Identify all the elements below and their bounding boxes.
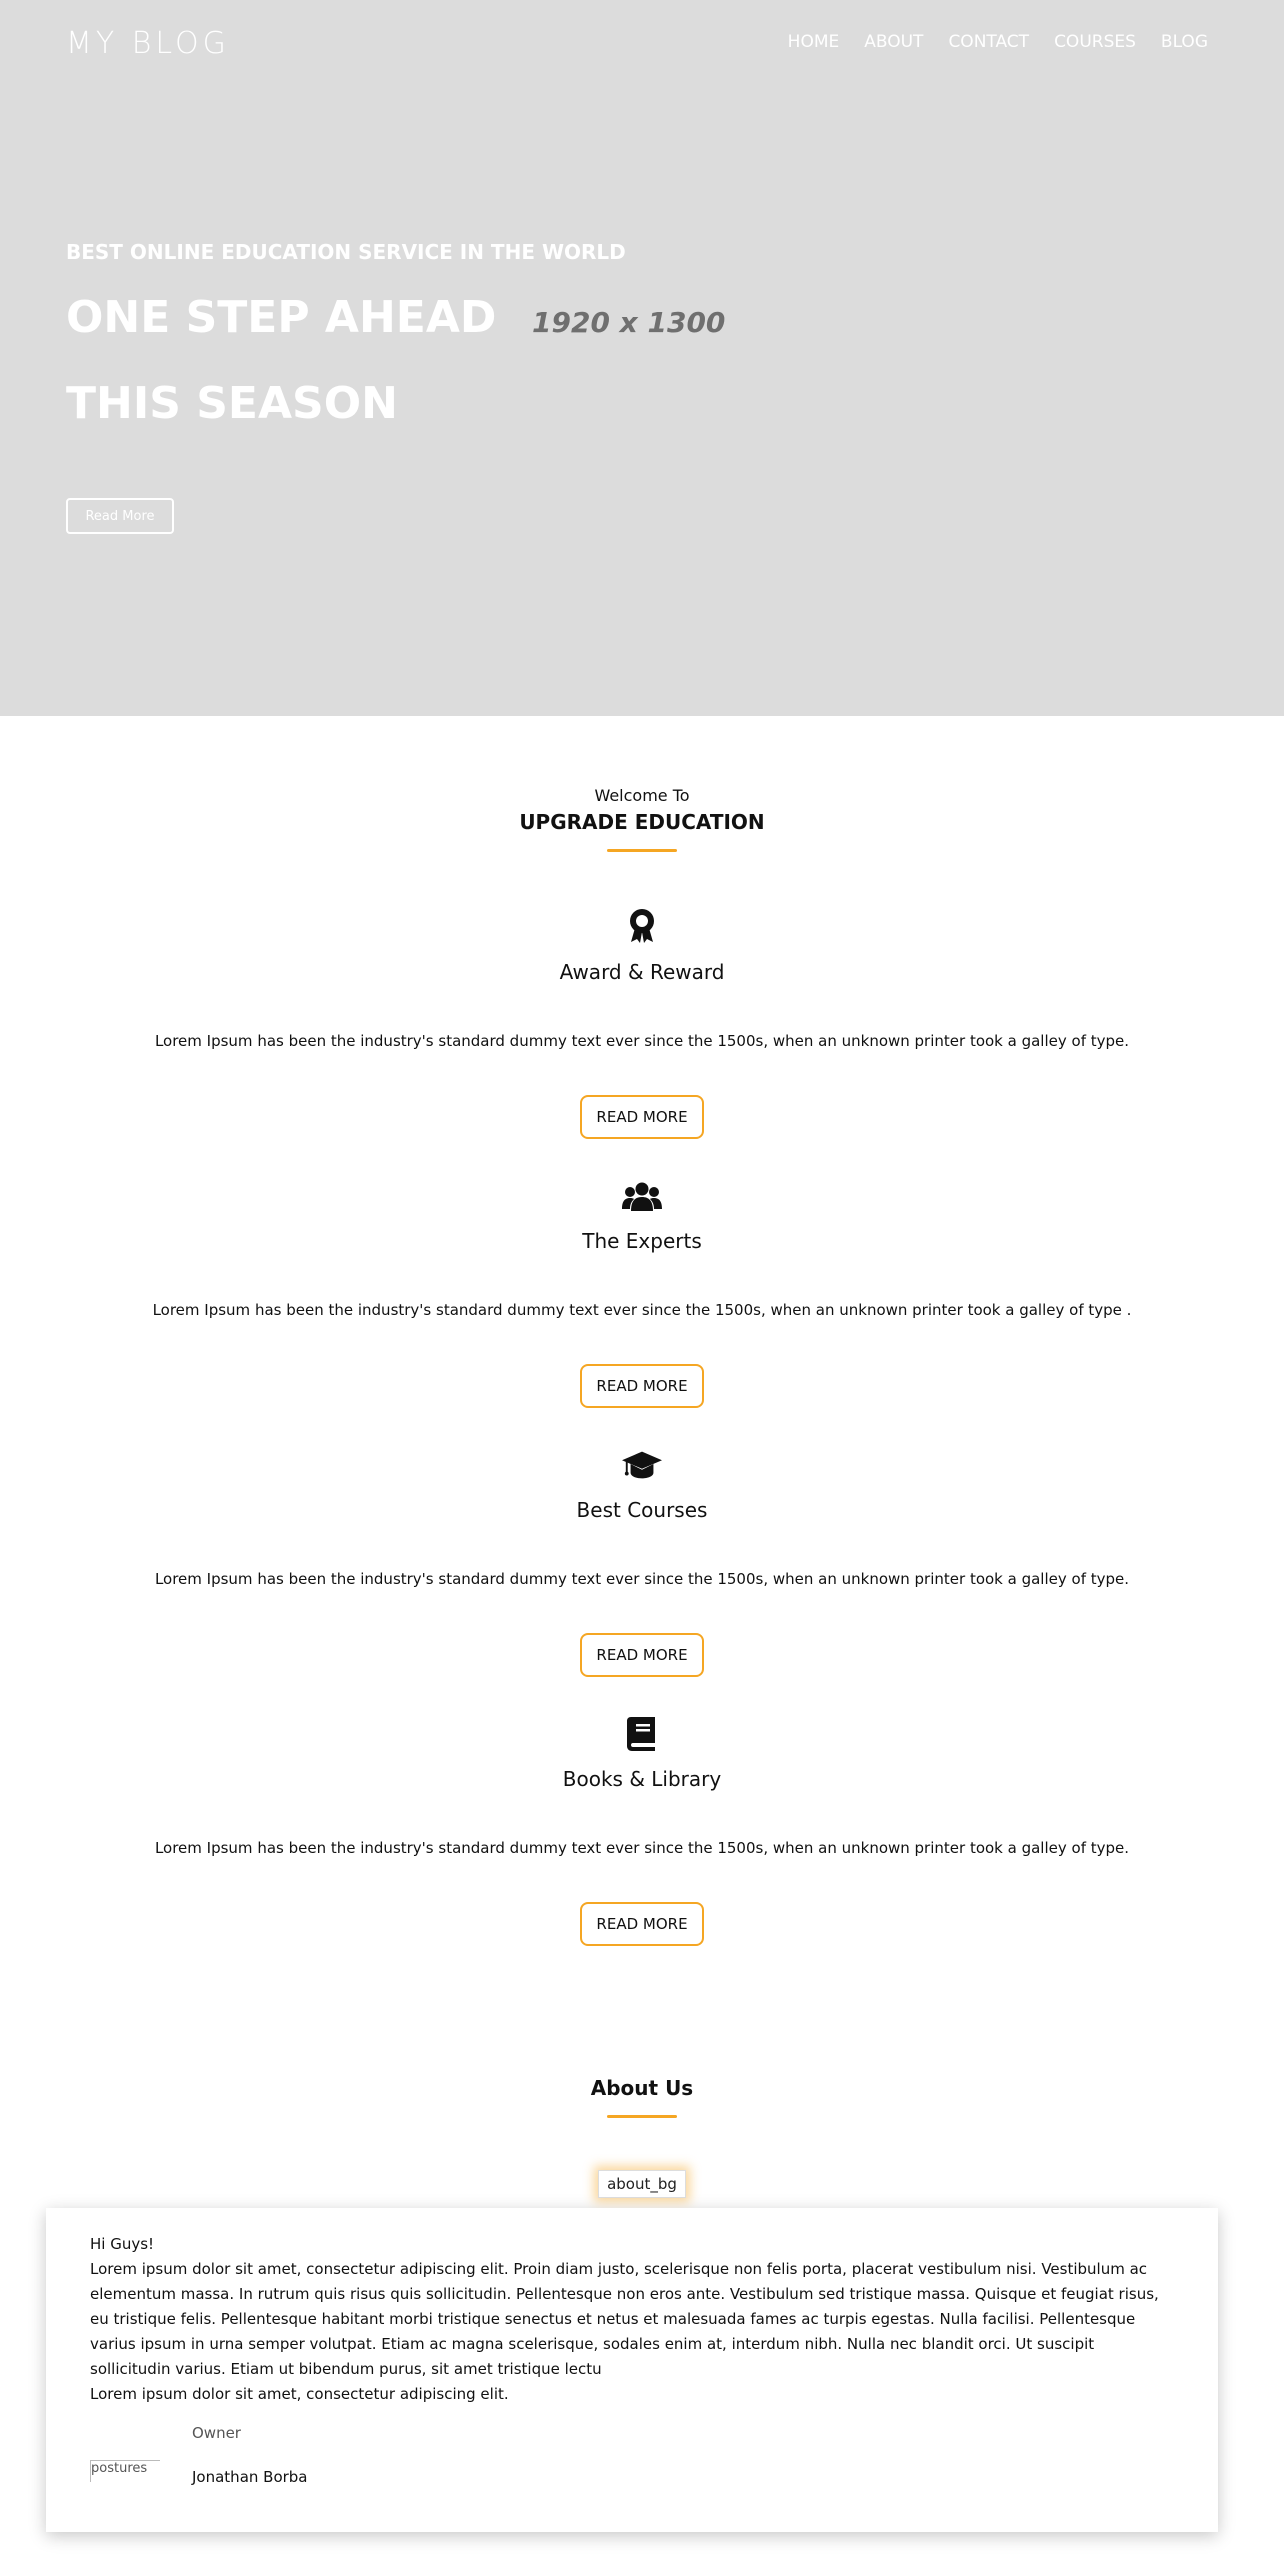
about-image: about_bg	[598, 2170, 686, 2198]
testimonial-text	[90, 2232, 1176, 2407]
hero-title-line1: ONE STEP AHEAD	[66, 292, 497, 343]
testimonial-card	[46, 2208, 1218, 2532]
testimonial-greeting: Hi Guys!	[90, 2235, 155, 2253]
read-more-button-experts[interactable]: READ MORE	[580, 1364, 704, 1408]
owner-avatar: postures	[90, 2460, 160, 2482]
book-icon	[622, 1714, 662, 1754]
nav-blog[interactable]: BLOG	[1160, 32, 1208, 52]
hero-image-placeholder-label: 1920 x 1300	[532, 306, 726, 339]
feature-title-books: Books & Library	[562, 1767, 722, 1791]
title-underline	[607, 849, 677, 852]
main-nav	[763, 32, 1208, 52]
about-title-underline	[607, 2115, 677, 2118]
hero-read-more-button[interactable]: Read More	[66, 498, 174, 534]
feature-title-courses: Best Courses	[576, 1498, 708, 1522]
nav-about[interactable]: ABOUT	[864, 32, 924, 52]
graduation-cap-icon	[622, 1445, 662, 1485]
feature-text-experts: Lorem Ipsum has been the industry's standard dummy text ever since the 1500s, when an unknown printer took a galley of type .	[152, 1301, 1132, 1319]
testimonial-paragraph: Lorem ipsum dolor sit amet, consectetur adipiscing elit. Proin diam justo, scelerisque non felis porta, placerat vestibulum nisi. Vestibulum ac elementum massa. In rutrum quis risus quis sollicitudin. Pellentesque non eros ante. Vestibulum sed tristique massa. Quisque et feugiat risus, eu tristique felis. Pellentesque habitant morbi tristique senectus et netus et malesuada fames ac turpis egestas. Nulla facilisi. Pellentesque varius ipsum in urna semper volutpat. Etiam ac magna scelerisque, sodales enim at, interdum nibh. Nulla nec blandit orci. Ut suscipit sollicitudin varius. Etiam ut bibendum purus, sit amet tristique lectu	[90, 2260, 1159, 2378]
feature-title-experts: The Experts	[582, 1229, 702, 1253]
nav-courses[interactable]: COURSES	[1054, 32, 1136, 52]
read-more-button-award[interactable]: READ MORE	[580, 1095, 704, 1139]
owner-name: Jonathan Borba	[192, 2468, 308, 2486]
testimonial-closing: Lorem ipsum dolor sit amet, consectetur adipiscing elit.	[90, 2385, 509, 2403]
about-title: About Us	[590, 2076, 694, 2100]
users-icon	[622, 1176, 662, 1216]
owner-role: Owner	[192, 2424, 241, 2442]
feature-title-award: Award & Reward	[559, 960, 725, 984]
site-logo[interactable]: MY BLOG	[66, 26, 230, 61]
nav-home[interactable]: HOME	[787, 32, 840, 52]
welcome-title: UPGRADE EDUCATION	[519, 810, 765, 834]
read-more-button-courses[interactable]: READ MORE	[580, 1633, 704, 1677]
hero-subtitle: BEST ONLINE EDUCATION SERVICE IN THE WORLD	[66, 240, 626, 264]
hero-section	[0, 0, 1284, 716]
read-more-button-books[interactable]: READ MORE	[580, 1902, 704, 1946]
nav-contact[interactable]: CONTACT	[948, 32, 1030, 52]
welcome-kicker: Welcome To	[594, 786, 690, 805]
feature-text-award: Lorem Ipsum has been the industry's standard dummy text ever since the 1500s, when an unknown printer took a galley of type.	[154, 1032, 1130, 1050]
feature-text-books: Lorem Ipsum has been the industry's standard dummy text ever since the 1500s, when an unknown printer took a galley of type.	[154, 1839, 1130, 1857]
hero-title-line2: THIS SEASON	[66, 378, 398, 429]
feature-text-courses: Lorem Ipsum has been the industry's standard dummy text ever since the 1500s, when an unknown printer took a galley of type.	[154, 1570, 1130, 1588]
award-icon	[622, 906, 662, 946]
